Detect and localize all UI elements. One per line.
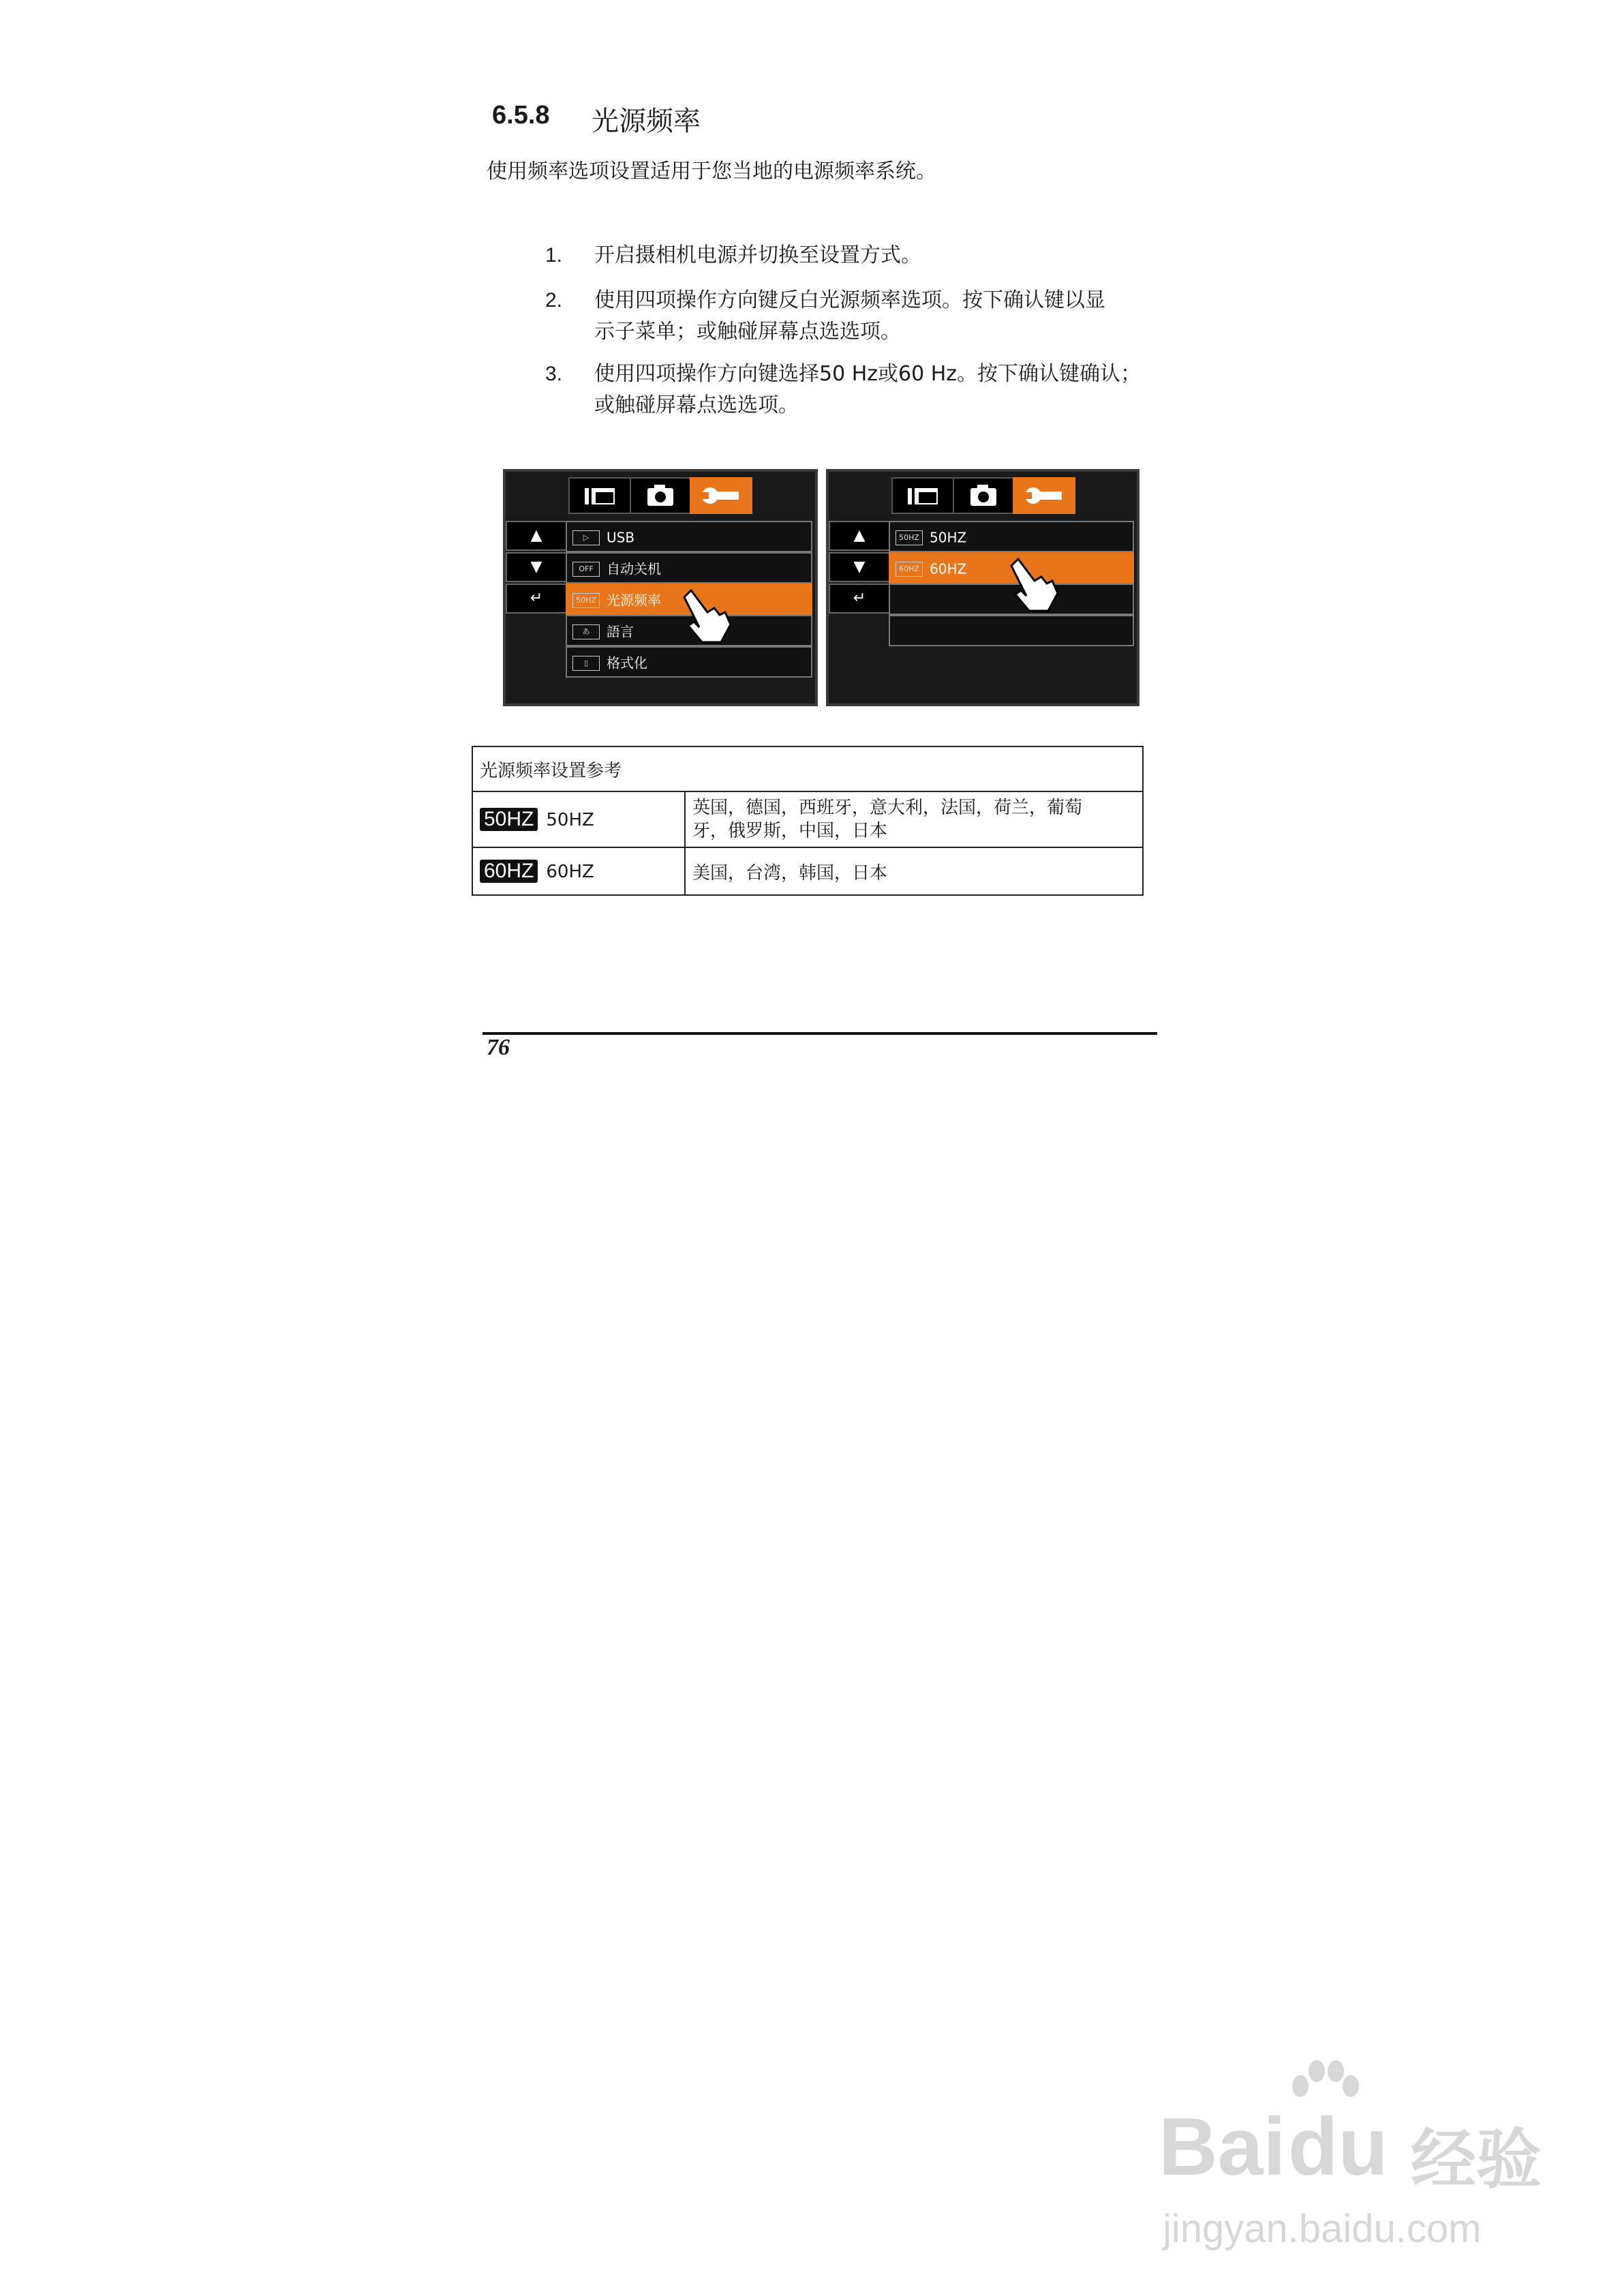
menu-item-label: 語言 — [607, 623, 634, 640]
up-button[interactable]: ▲ — [829, 521, 890, 551]
step-3-line-2: 或触碰屏幕点选选项。 — [594, 393, 799, 417]
countries-cell — [685, 791, 1143, 847]
step-1-line: 开启摄相机电源并切换至设置方式。 — [594, 243, 921, 267]
down-button[interactable]: ▼ — [829, 552, 890, 582]
menu-item-format[interactable] — [566, 646, 812, 678]
camera-screen-left — [503, 469, 818, 706]
countries-cell — [685, 847, 1143, 895]
section-title: 光源频率 — [592, 106, 701, 137]
tab-video[interactable] — [891, 477, 954, 514]
back-button[interactable]: ↵ — [829, 584, 890, 614]
tab-camera[interactable] — [953, 477, 1014, 514]
language-icon: あ — [572, 624, 600, 639]
wrench-icon — [691, 479, 751, 513]
page-number: 76 — [487, 1035, 510, 1060]
off-icon: OFF — [572, 562, 600, 577]
step-3-line-1: 使用四项操作方向键选择50 Hz或60 Hz。按下确认键确认； — [594, 362, 1142, 386]
table-header: 光源频率设置参考 — [472, 746, 1143, 791]
50hz-badge-icon: 50HZ — [480, 808, 538, 831]
step-2-number: 2. — [545, 289, 563, 312]
wrench-icon — [1014, 479, 1074, 513]
video-mode-icon — [570, 479, 630, 513]
countries-line-2: 牙，俄罗斯，中国，日本 — [692, 821, 888, 841]
section-number: 6.5.8 — [492, 101, 550, 130]
option-label: 50HZ — [930, 529, 967, 546]
baidu-watermark — [1159, 2059, 1567, 2263]
option-50hz[interactable] — [889, 521, 1134, 552]
60hz-icon: 60HZ — [896, 562, 923, 577]
menu-item-label: 光源频率 — [607, 592, 661, 609]
camera-icon — [954, 479, 1013, 513]
step-2-text — [594, 285, 1276, 348]
table-row — [472, 791, 1143, 847]
table-row — [472, 847, 1143, 895]
video-mode-icon — [893, 479, 953, 513]
menu-item-label: 自动关机 — [607, 560, 661, 577]
countries-line-1: 英国，德国，西班牙，意大利，法国，荷兰，葡萄 — [692, 798, 1083, 818]
camera-screen-right — [826, 469, 1139, 706]
step-3-number: 3. — [545, 363, 563, 385]
tab-camera[interactable] — [630, 477, 691, 514]
up-button[interactable]: ▲ — [506, 521, 567, 551]
tab-settings[interactable] — [1013, 477, 1075, 514]
tab-settings[interactable] — [690, 477, 752, 514]
step-1-text — [594, 240, 1276, 271]
empty-row — [889, 615, 1134, 646]
frequency-name: 60HZ — [546, 862, 594, 882]
frequency-reference-table — [472, 746, 1144, 896]
frequency-cell — [472, 791, 685, 847]
intro-text: 使用频率选项设置适用于您当地的电源频率系统。 — [487, 160, 936, 183]
step-3-text — [594, 359, 1276, 421]
menu-item-auto-off[interactable] — [566, 552, 812, 584]
menu-item-usb[interactable] — [566, 521, 812, 552]
step-2-line-2: 示子菜单；或触碰屏幕点选选项。 — [594, 320, 901, 344]
countries-line-1: 美国，台湾，韩国，日本 — [692, 862, 888, 883]
hand-pointer-icon — [679, 585, 733, 646]
watermark-cn: 经验 — [1411, 2121, 1542, 2198]
watermark-brand-2: du — [1288, 2101, 1388, 2192]
watermark-url: jingyan.baidu.com — [1163, 2207, 1482, 2251]
back-button[interactable]: ↵ — [506, 584, 567, 614]
down-button[interactable]: ▼ — [506, 552, 567, 582]
hand-pointer-icon — [1006, 554, 1060, 615]
menu-item-label: USB — [607, 529, 635, 546]
tab-video[interactable] — [568, 477, 631, 514]
50hz-icon: 50HZ — [896, 530, 923, 545]
footer-rule — [483, 1032, 1157, 1035]
step-2-line-1: 使用四项操作方向键反白光源频率选项。按下确认键以显 — [594, 288, 1105, 312]
menu-item-label: 格式化 — [607, 654, 647, 671]
card-icon: ▯ — [572, 656, 600, 671]
watermark-brand: Bai — [1159, 2101, 1286, 2192]
60hz-badge-icon: 60HZ — [480, 860, 538, 883]
step-1-number: 1. — [545, 244, 563, 267]
usb-icon: ▷ — [572, 530, 600, 545]
option-label: 60HZ — [930, 560, 967, 577]
frequency-name: 50HZ — [546, 810, 594, 830]
frequency-cell — [472, 847, 685, 895]
frequency-icon: 50HZ — [572, 593, 600, 608]
camera-icon — [631, 479, 690, 513]
